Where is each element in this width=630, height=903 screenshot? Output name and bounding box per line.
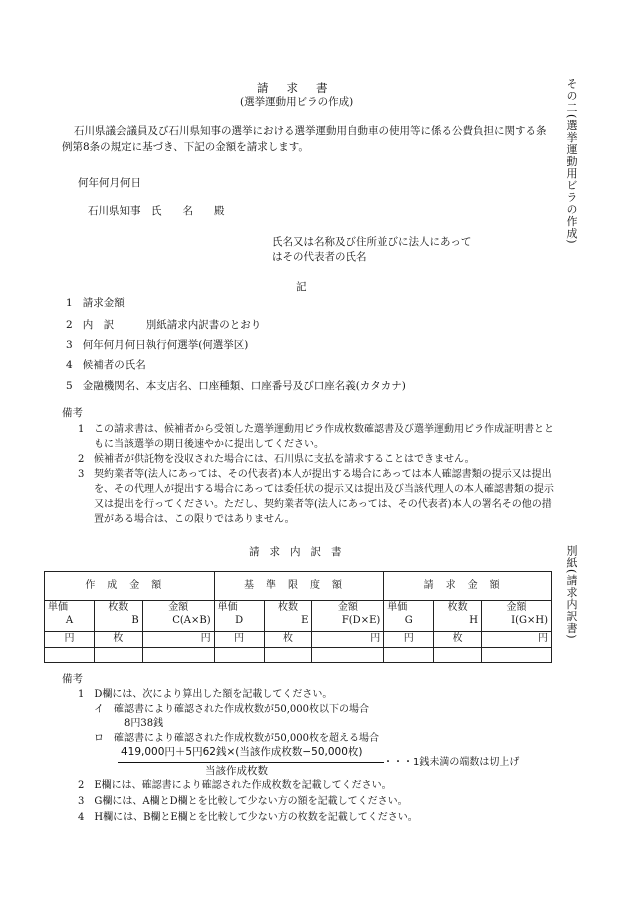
value-cell xyxy=(434,647,482,662)
col-header: 枚数 E xyxy=(264,601,312,632)
breakdown-table xyxy=(44,571,552,663)
unit-cell: 円 xyxy=(312,632,384,648)
unit-cell: 円 xyxy=(214,632,264,648)
col-header: 単価 G xyxy=(384,601,434,632)
side-label-top: その二(選挙運動用ビラの作成) xyxy=(564,78,578,245)
unit-cell: 枚 xyxy=(264,632,312,648)
group-seikyu: 請求金額 xyxy=(384,572,552,601)
col-header: 単価 A xyxy=(45,601,95,632)
claimant-line-2: はその代表者の氏名 xyxy=(272,251,367,263)
formula-fraction-bar xyxy=(118,762,384,763)
unit-cell: 円 xyxy=(482,632,552,648)
item-3: 3 何年何月何日執行何選挙(何選挙区) xyxy=(66,339,249,351)
item-5: 5 金融機関名、本支店名、口座種類、口座番号及び口座名義(カタカナ) xyxy=(66,380,406,392)
unit-cell: 枚 xyxy=(434,632,482,648)
value-cell xyxy=(264,647,312,662)
col-header: 金額 I(G×H) xyxy=(482,601,552,632)
breakdown-title: 請求内訳書 xyxy=(249,546,352,558)
group-kijun: 基準限度額 xyxy=(214,572,384,601)
notes2-heading: 備考 xyxy=(62,673,83,685)
claimant-line-1: 氏名又は名称及び住所並びに法人にあって xyxy=(272,236,472,248)
unit-cell: 枚 xyxy=(94,632,142,648)
value-cell xyxy=(94,647,142,662)
item-2: 2 内 訳 別紙請求内訳書のとおり xyxy=(66,319,262,331)
formula-denominator: 当該作成枚数 xyxy=(205,765,268,777)
notes2-item-1-i: イ 確認書により確認された作成枚数が50,000枚以下の場合 xyxy=(94,704,369,715)
intro-paragraph: 石川県議会議員及び石川県知事の選挙における選挙運動用自動車の使用等に係る公費負担に関する条例第8条の規定に基づき、下記の金額を請求します。 xyxy=(62,125,547,154)
notes2-item-4: 4 H欄には、B欄とE欄とを比較して少ない方の枚数を記載してください。 xyxy=(78,812,418,823)
value-cell xyxy=(142,647,214,662)
date-line: 何年何月何日 xyxy=(78,177,141,189)
addressee: 石川県知事 氏 名 殿 xyxy=(88,205,225,217)
col-header: 枚数 B xyxy=(94,601,142,632)
formula-note: ・・・1銭未満の端数は切上げ xyxy=(383,757,520,768)
notes2-item-1: 1 D欄には、次により算出した額を記載してください。 xyxy=(78,689,333,700)
value-cell xyxy=(45,647,95,662)
ki-heading: 記 xyxy=(296,281,307,293)
col-header: 枚数 H xyxy=(434,601,482,632)
col-header: 金額 C(A×B) xyxy=(142,601,214,632)
notes2-item-1-ro: ロ 確認書により確認された作成枚数が50,000枚を超える場合 xyxy=(94,733,379,744)
value-cell xyxy=(482,647,552,662)
formula-numerator: 419,000円＋5円62銭×(当該作成枚数−50,000枚) xyxy=(121,746,363,758)
value-cell xyxy=(214,647,264,662)
unit-cell: 円 xyxy=(384,632,434,648)
notes2-item-3: 3 G欄には、A欄とD欄とを比較して少ない方の額を記載してください。 xyxy=(78,796,408,807)
item-4: 4 候補者の氏名 xyxy=(66,359,146,371)
unit-cell: 円 xyxy=(142,632,214,648)
unit-cell: 円 xyxy=(45,632,95,648)
col-header: 単価 D xyxy=(214,601,264,632)
notes-list: 1 この請求書は、候補者から受領した選挙運動用ビラ作成枚数確認書及び選挙運動用ビラ作成証明書とともに当該選挙の期日後速やかに提出してください。 2 候補者が供託物を没収された場合には、石川県に支払を請求することはできません。 3 契約業者等(法人にあっては、その代表者)本人が提出する場合にあっては本人確認書類の提示又は提出を、その代理人が提出する場合にあっては委任状の提示又は提出及び当該代理人の本人確認書類の提示又は提出を行ってください。ただし、契約業者等(法人にあっては、その代表者)本人の署名その他の措置がある場合は、この限りではありません。 xyxy=(78,424,554,525)
col-header: 金額 F(D×E) xyxy=(312,601,384,632)
document-subtitle: (選挙運動用ビラの作成) xyxy=(240,96,354,108)
group-sakusei: 作成金額 xyxy=(45,572,215,601)
notes2-item-2: 2 E欄には、確認書により確認された作成枚数を記載してください。 xyxy=(78,780,392,791)
value-cell xyxy=(312,647,384,662)
document-title: 請求書 xyxy=(257,81,346,95)
notes-heading: 備考 xyxy=(62,407,83,419)
item-1: 1 請求金額 xyxy=(66,297,125,309)
side-label-bottom: 別紙(請求内訳書) xyxy=(564,545,578,640)
notes2-item-1-i-value: 8円38銭 xyxy=(124,718,164,729)
value-cell xyxy=(384,647,434,662)
